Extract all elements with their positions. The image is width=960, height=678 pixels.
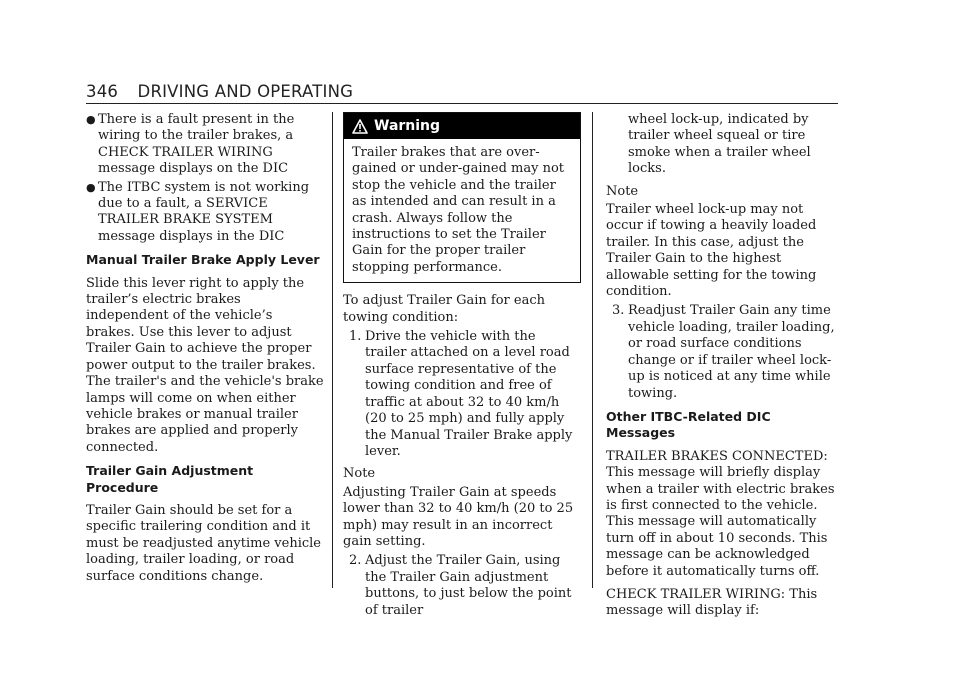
step-number: 1. — [349, 329, 362, 345]
warning-text: Trailer brakes that are over-gained or under-gained may not stop the vehicle and the trailer as intended and can result in a crash. Always follow the instructions to set the Trailer Gain for the proper trailer stopping performance. — [352, 145, 565, 275]
paragraph: Slide this lever right to apply the trailer’s electric brakes independent of the vehicle’s brakes. Use this lever to adjust Trailer Gain to achieve the proper power output to the trailer brakes. The trailer's and the vehicle's brake lamps will come on when either vehicle brakes or manual trailer brakes are applied and properly connected. — [86, 275, 324, 455]
step-text: Adjust the Trailer Gain, using the Trailer Gain adjustment buttons, to just below the point of trailer — [365, 553, 572, 618]
column-divider — [332, 112, 333, 588]
list-item — [86, 180, 324, 246]
list-item — [343, 329, 581, 460]
note-text: Trailer wheel lock-up may not occur if towing a heavily loaded trailer. In this case, adjust the Trailer Gain to the highest allowable setting for the towing condition. — [606, 202, 817, 300]
step-number: 3. — [612, 303, 625, 319]
header-rule — [86, 103, 838, 104]
paragraph: TRAILER BRAKES CONNECTED: This message will briefly display when a trailer with electric brakes is first connected to the vehicle. This message will automatically turn off in about 10 seconds. This message can be acknowledged before it automatically turns off. — [606, 448, 835, 579]
paragraph: To adjust Trailer Gain for each towing condition: — [343, 293, 545, 325]
note-label: Note — [606, 183, 639, 199]
column-3 — [606, 112, 844, 627]
section-title: DRIVING AND OPERATING — [137, 82, 354, 101]
paragraph: Trailer Gain should be set for a specific trailering condition and it must be readjusted anytime vehicle loading, trailer loading, or road surface conditions change. — [86, 502, 322, 584]
section-heading: Manual Trailer Brake Apply Lever — [86, 252, 320, 268]
step-number: 2. — [349, 553, 362, 569]
column-1 — [86, 112, 324, 592]
list-item — [606, 303, 844, 401]
bullet-text: There is a fault present in the wiring to the trailer brakes, a CHECK TRAILER WIRING message displays on the DIC — [98, 112, 295, 177]
note-label: Note — [343, 466, 376, 482]
warning-box — [343, 112, 581, 283]
warning-title: Warning — [374, 117, 441, 134]
warning-triangle-icon — [352, 119, 368, 134]
bullet-icon: ● — [86, 113, 96, 126]
step-text: Drive the vehicle with the trailer attached on a level road surface representative of the towing condition and free of traffic at about 32 to 40 km/h (20 to 25 mph) and fully apply the Manual Trailer Brake apply lever. — [365, 329, 573, 459]
column-2 — [343, 112, 581, 625]
step-text: Readjust Trailer Gain any time vehicle loading, trailer loading, or road surface conditions change or if trailer wheel lock-up is noticed at any time while towing. — [628, 303, 835, 401]
bullet-text: The ITBC system is not working due to a fault, a SERVICE TRAILER BRAKE SYSTEM message displays in the DIC — [98, 179, 310, 244]
paragraph: CHECK TRAILER WIRING: This message will display if: — [606, 586, 818, 619]
page-header — [86, 82, 353, 101]
section-heading: Other ITBC-Related DIC Messages — [606, 408, 771, 441]
warning-header — [344, 113, 580, 139]
section-heading: Trailer Gain Adjustment Procedure — [86, 463, 254, 495]
list-item — [86, 112, 324, 178]
page-number: 346 — [86, 82, 119, 101]
column-divider — [592, 112, 593, 588]
list-item — [343, 553, 581, 619]
note-text: Adjusting Trailer Gain at speeds lower than 32 to 40 km/h (20 to 25 mph) may result in an incorrect gain setting. — [343, 484, 574, 549]
bullet-icon: ● — [86, 180, 96, 194]
step-continuation: wheel lock-up, indicated by trailer wheel squeal or tire smoke when a trailer wheel locks. — [628, 112, 811, 177]
